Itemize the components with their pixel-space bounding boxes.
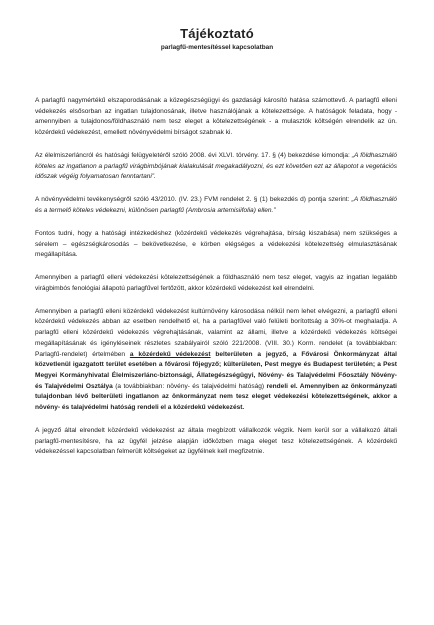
document-body [35, 96, 397, 470]
paragraph-important-note: Fontos tudni, hogy a hatósági intézkedéshez (közérdekű védekezés végrehajtása, bírság kiszabása) nem szükséges a sérelem – egészségkárosodás – bekövetkezése, e körben elégséges a védekezési kötelezettség elmulasztásának megállapítása. [35, 229, 397, 259]
paragraph-decree-2010-quote: „A földhasználó és a termelő köteles védekezni, különösen parlagfű (Ambrosia artemisiifolia) ellen.” [35, 196, 397, 214]
paragraph-law-2008-quote: „A földhasználó köteles az ingatlanon a parlagfű virágbimbójának kialakulását megakadályozni, és ezt követően ezt az állapotot a vegetációs időszak végéig folyamatosan fenntartani”. [35, 152, 397, 181]
page-subtitle: parlagfű-mentesítéssel kapcsolatban [160, 44, 274, 51]
paragraph-public-defense [35, 307, 397, 414]
paragraph-public-defense-bold-2: rendeli el. Amennyiben az önkormányzati tulajdonban lévő belterületi ingatlanon az önkormányzat nem tesz eleget védekezési kötelezettségének, akkor a növény- és talajvédelmi hatóság rendeli el a közérdekű védekezést. [35, 382, 397, 412]
paragraph-public-defense-normal: (a továbbiakban: növény- és talajvédelmi hatóság) [112, 382, 267, 390]
paragraph-public-defense-text: Amennyiben a parlagfű elleni közérdekű védekezést kultúrnövény károsodása nélkül nem lehet elvégezni, a parlagfű elleni közérdekű védekezés abban az esetben rendelhető el, ha a parlagfűvel való felületi borítottság a 30%-ot meghaladja. A parlagfű elleni közérdekű védekezés végrehajtásának, valamint az állami, illetve a közérdekű védekezés költségei megállapításának és igényléseinek részletes szabályairól szóló 221/2008. (VIII. 30.) Korm. rendelet (a továbbiakban: Parlagfű-rendelet) értelmében [35, 307, 397, 358]
paragraph-contractor: A jegyző által elrendelt közérdekű védekezést az általa megbízott vállalkozók végzik. Nem kerül sor a vállalkozó általi parlagfű-mentesítésre, ha az ügyfél jelzése alapján időközben maga eleget tesz kötelezettségének. A közérdekű védekezéssel kapcsolatban felmerült költségeket az ügyfélnek kell megfizetnie. [35, 427, 397, 456]
paragraph-public-defense-underlined: a közérdekű védekezést [129, 350, 211, 358]
paragraph-obligation: Amennyiben a parlagfű elleni védekezési kötelezettségének a földhasználó nem tesz eleget, vagyis az ingatlan legalább virágbimbós fenológiai állapotú parlagfűvel fertőzött, akkor közérdekű védekezést kell elrendelni. [35, 274, 397, 292]
paragraph-law-2008-intro: Az élelmiszerláncról és hatósági felügyeletéről szóló 2008. évi XLVI. törvény. 17. § (4) bekezdése kimondja: [35, 152, 352, 159]
paragraph-decree-2010 [35, 195, 397, 216]
paragraph-law-2008 [35, 151, 397, 183]
paragraph-public-defense-bold-1: belterületen a jegyző, a Fővárosi Önkormányzat által közvetlenül igazgatott terület esetében a fővárosi főjegyző; külterületen, Pest megye és Budapest területén; a Pest Megyei Kormányhivatal Élelmiszerlánc-biztonsági, Állategészségügyi, Növény- és Talajvédelmi Főosztály Növény- és Talajvédelmi Osztálya [35, 350, 397, 390]
page-title: Tájékoztató [180, 26, 254, 41]
paragraph-decree-2010-intro: A növényvédelmi tevékenységről szóló 43/2010. (IV. 23.) FVM rendelet 2. § (1) bekezdés d) pontja szerint: [35, 196, 352, 204]
paragraph-intro: A parlagfű nagymértékű elszaporodásának a közegészségügyi és gazdasági károsító hatása számottevő. A parlagfű elleni védekezés elsősorban az ingatlan tulajdonosának, illetve használójának a kötelezettsége. A hatóságok feladata, hogy - amennyiben a tulajdonos/földhasználó nem tesz eleget a kötelezettségének - a mulasztók költségén elrendelik az ún. közérdekű védekezést, emellett növényvédelmi bírságot szabnak ki. [35, 97, 397, 137]
